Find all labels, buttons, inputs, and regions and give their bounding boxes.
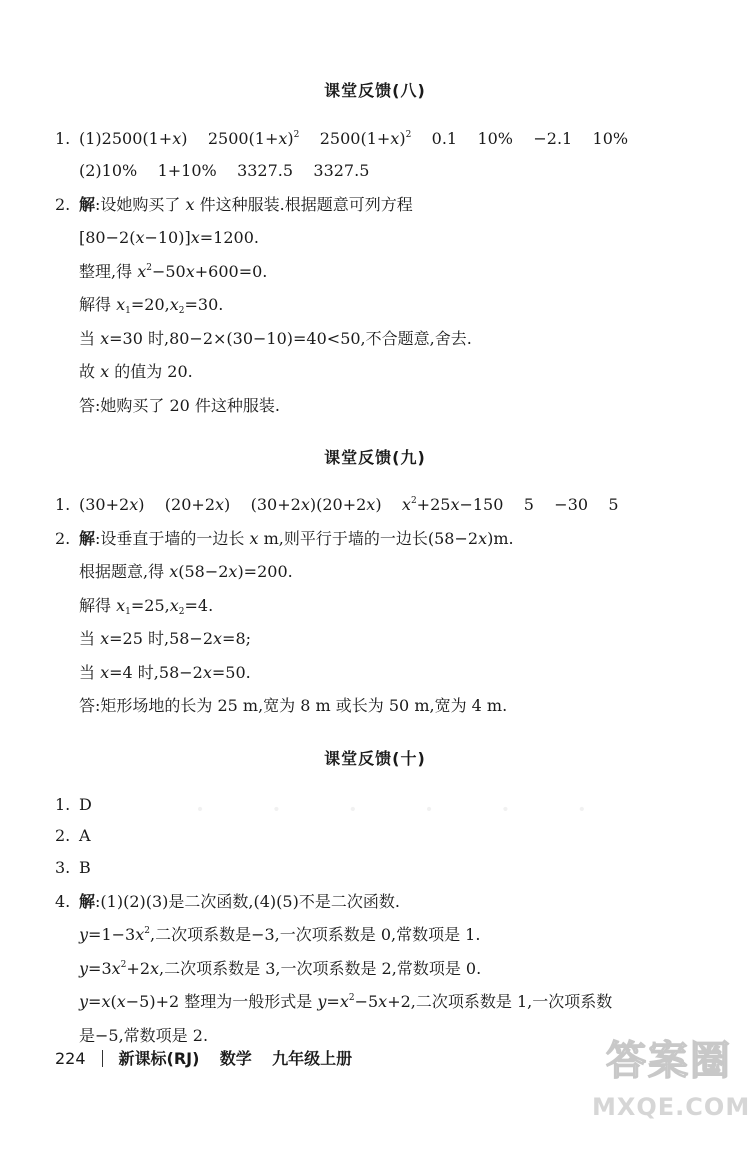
solution-line: 故 x 的值为 20. [79, 362, 193, 381]
section-title: 课堂反馈(八) [324, 81, 426, 100]
solution-line: 整理,得 $x^2-50x+600=0$. [79, 262, 268, 281]
choice-answer: B [79, 858, 91, 877]
question-number: 2. [55, 529, 71, 548]
subject-label: 数学 [219, 1049, 252, 1068]
question-number: 1. [55, 129, 71, 148]
solution-line: 答:她购买了 20 件这种服装. [79, 396, 281, 415]
choice-answer: A [79, 826, 91, 845]
answer-line: (1)2500(1+x) $2500(1+x)^2$ $2500(1+x)^2$ 0.1 10% −2.1 10% [79, 129, 629, 148]
answer-line: (2)10% 1+10% 3327.5 3327.5 [79, 161, 370, 180]
solution-line: $y=1-3x^2$,二次项系数是−3,一次项系数是 0,常数项是 1. [79, 925, 481, 944]
solution-line: [80−2(x−10)]x=1200. [79, 228, 259, 247]
watermark-logo: 答案圈 [606, 1038, 732, 1084]
question-number: 3. [55, 858, 71, 877]
solution-line: 答:矩形场地的长为 25 m,宽为 8 m 或长为 50 m,宽为 4 m. [79, 696, 508, 715]
book-series: 新课标(RJ) [118, 1049, 200, 1068]
choice-answer: D [79, 795, 92, 814]
solution-line: 根据题意,得 x(58−2x)=200. [79, 562, 293, 581]
solution-line: 解:设垂直于墙的一边长 x m,则平行于墙的一边长(58−2x)m. [79, 529, 514, 548]
watermark-url: MXQE.COM [592, 1093, 750, 1121]
question-number: 2. [55, 826, 71, 845]
question-number: 4. [55, 892, 71, 911]
solution-line: 解:(1)(2)(3)是二次函数,(4)(5)不是二次函数. [79, 892, 400, 911]
solution-line: $y=3x^2+2x$,二次项系数是 3,一次项系数是 2,常数项是 0. [79, 959, 482, 978]
page-number: 224 [55, 1049, 86, 1068]
section-title: 课堂反馈(十) [324, 749, 426, 768]
watermark [592, 1029, 750, 1139]
solution-line: 解:设她购买了 x 件这种服装.根据题意可列方程 [79, 195, 413, 214]
section-title: 课堂反馈(九) [324, 448, 426, 467]
question-number: 2. [55, 195, 71, 214]
solution-line: 当 x=25 时,58−2x=8; [79, 629, 252, 648]
question-number: 1. [55, 795, 71, 814]
solution-label: 解 [79, 529, 96, 548]
answer-line: (30+2x) (20+2x) (30+2x)(20+2x) $x^2+25x-150$ 5 −30 5 [79, 495, 619, 514]
solution-line: 当 x=30 时,80−2×(30−10)=40<50,不合题意,舍去. [79, 329, 472, 348]
footer-divider [102, 1050, 103, 1067]
page-footer [55, 1046, 352, 1069]
solution-line: y=x(x−5)+2 整理为一般形式是 $y=x^2-5x+2$,二次项系数是 1,一次项系数 [79, 992, 613, 1011]
grade-label: 九年级上册 [272, 1049, 353, 1068]
solution-line: 是−5,常数项是 2. [79, 1026, 209, 1045]
bleed-through-decoration: · · · · · · [195, 790, 615, 828]
solution-label: 解 [79, 195, 96, 214]
solution-label: 解 [79, 892, 96, 911]
solution-line: 解得 $x_1=20,x_2=30$. [79, 295, 224, 316]
solution-line: 解得 $x_1=25,x_2=4$. [79, 596, 214, 617]
question-number: 1. [55, 495, 71, 514]
solution-line: 当 x=4 时,58−2x=50. [79, 663, 251, 682]
